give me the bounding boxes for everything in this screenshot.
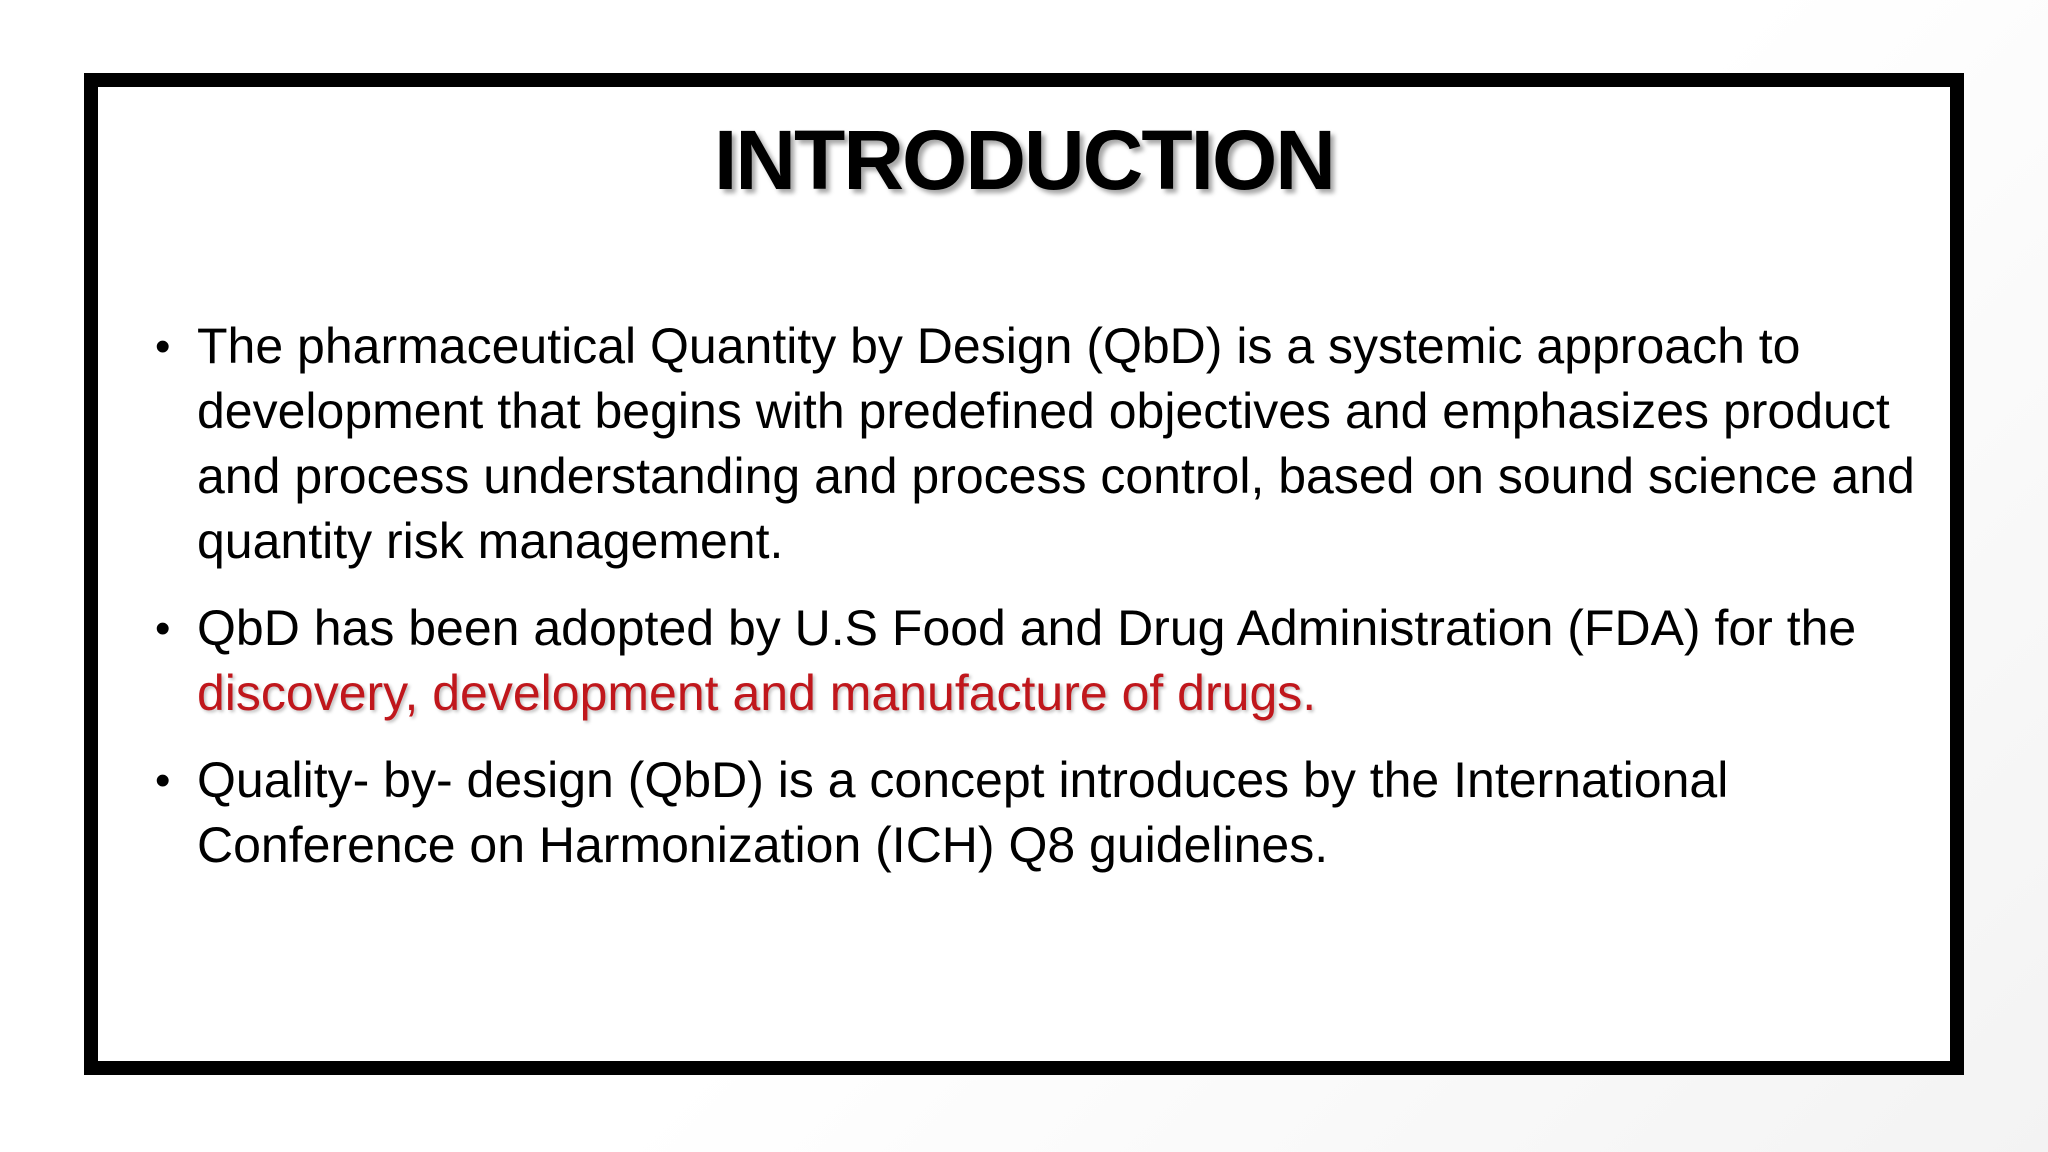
bullet-dot-icon: • (155, 756, 171, 805)
bullet-text: Quality- by- design (QbD) is a concept introduces by the International Conference on Harmonization (ICH) Q8 guidelines. (197, 752, 1729, 873)
bullet-list (155, 314, 1915, 900)
bullet-item-ich-q8 (155, 748, 1915, 878)
bullet-item-qbd-definition (155, 314, 1915, 574)
bullet-dot-icon: • (155, 604, 171, 653)
bullet-highlight-text: discovery, development and manufacture of drugs. (197, 665, 1317, 721)
bullet-item-fda-adoption (155, 596, 1915, 726)
slide-title: INTRODUCTION (714, 113, 1334, 207)
bullet-text: The pharmaceutical Quantity by Design (QbD) is a systemic approach to development that begins with predefined objectives and emphasizes product and process understanding and process control, based on sound science and quantity risk management. (197, 318, 1915, 569)
bullet-text: QbD has been adopted by U.S Food and Drug Administration (FDA) for the (197, 600, 1857, 656)
bullet-dot-icon: • (155, 322, 171, 371)
